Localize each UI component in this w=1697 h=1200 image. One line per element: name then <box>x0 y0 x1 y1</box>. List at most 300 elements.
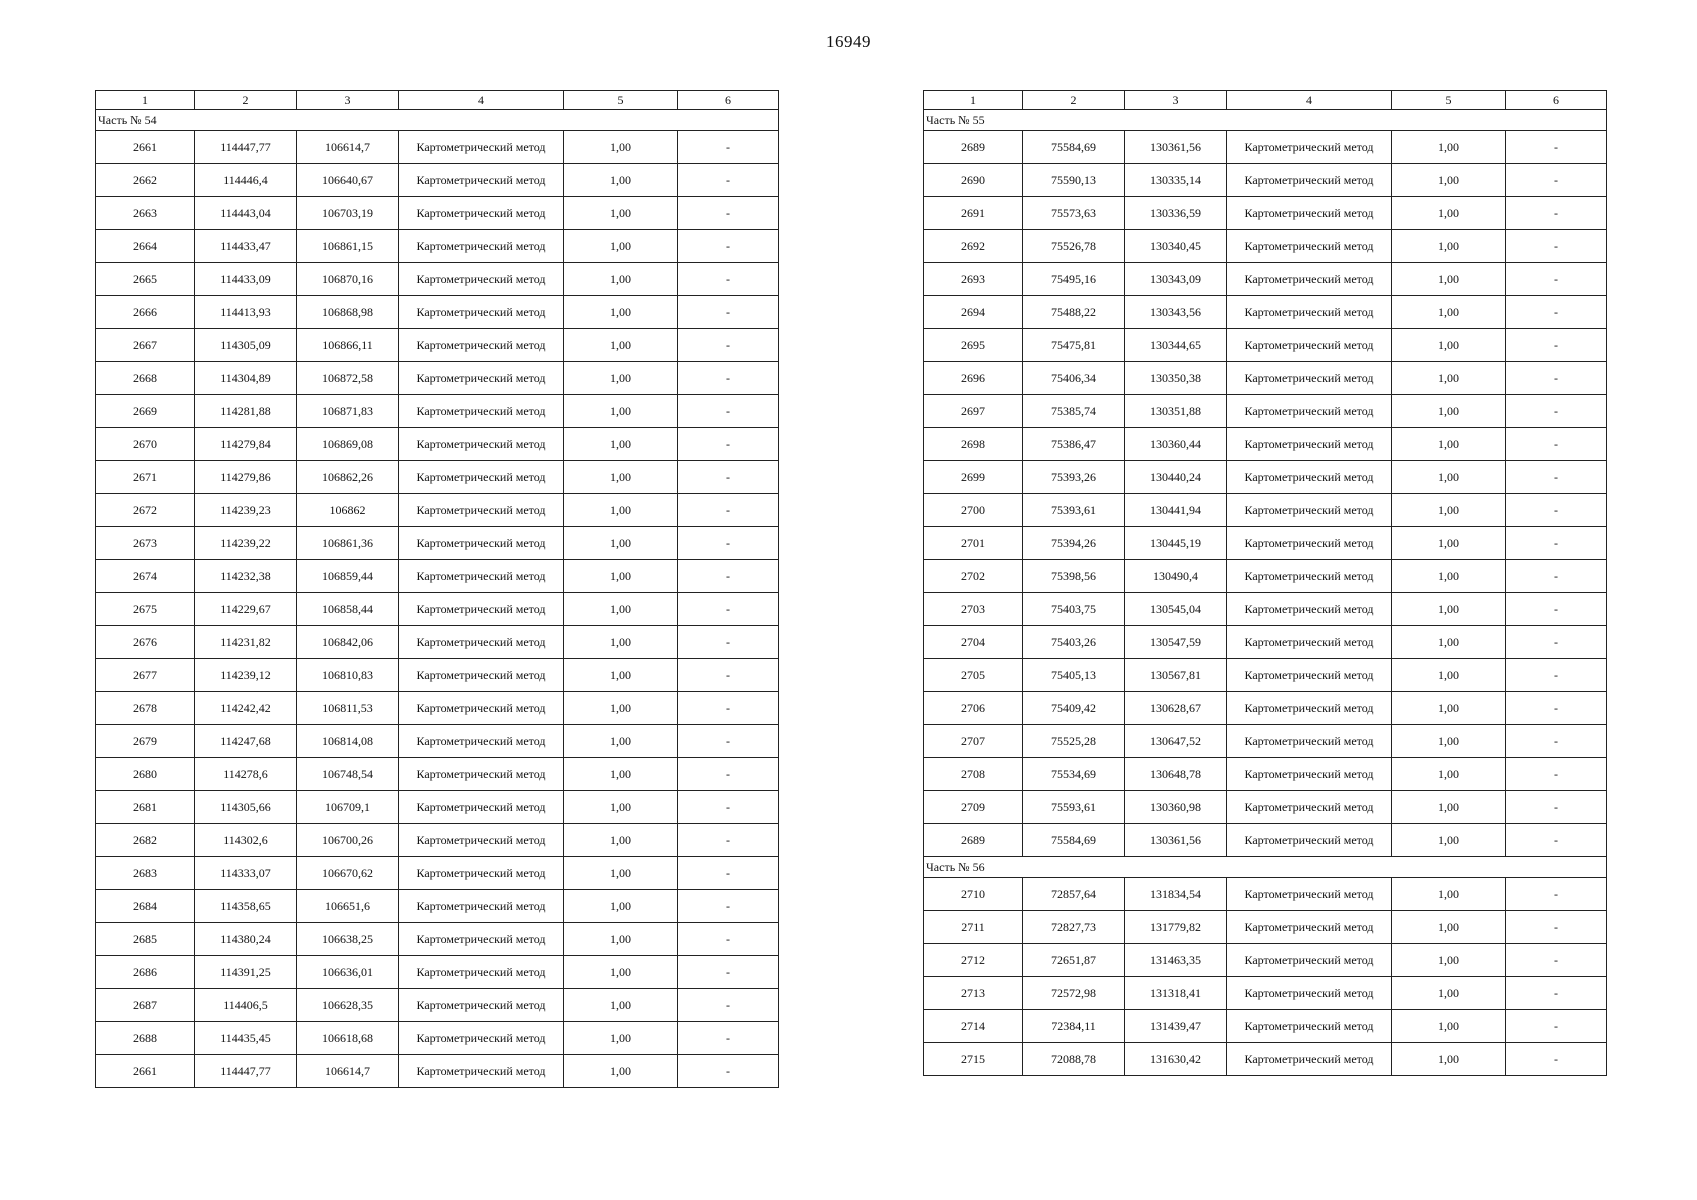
table-cell: Картометрический метод <box>1227 824 1392 857</box>
table-cell: 106861,36 <box>297 527 399 560</box>
table-row <box>924 758 1607 791</box>
table-cell: 1,00 <box>564 362 678 395</box>
table-cell: Картометрический метод <box>399 593 564 626</box>
table-cell: 106872,58 <box>297 362 399 395</box>
table-row <box>924 977 1607 1010</box>
table-cell: - <box>678 131 779 164</box>
table-cell: 2681 <box>96 791 195 824</box>
table-cell: 130343,56 <box>1125 296 1227 329</box>
table-cell: - <box>678 164 779 197</box>
table-cell: Картометрический метод <box>1227 329 1392 362</box>
table-cell: - <box>1506 395 1607 428</box>
table-cell: 1,00 <box>564 395 678 428</box>
table-cell: 106866,11 <box>297 329 399 362</box>
table-cell: 130360,44 <box>1125 428 1227 461</box>
table-cell: 2709 <box>924 791 1023 824</box>
table-row <box>96 1055 779 1088</box>
table-cell: - <box>1506 329 1607 362</box>
table-cell: 75385,74 <box>1023 395 1125 428</box>
table-row <box>924 911 1607 944</box>
table-cell: 2700 <box>924 494 1023 527</box>
table-cell: Картометрический метод <box>1227 758 1392 791</box>
table-cell: - <box>678 824 779 857</box>
table-cell: 1,00 <box>564 1022 678 1055</box>
table-body <box>96 91 779 1088</box>
table-cell: 106614,7 <box>297 1055 399 1088</box>
table-cell: 2662 <box>96 164 195 197</box>
table-cell: 2708 <box>924 758 1023 791</box>
table-cell: - <box>678 197 779 230</box>
table-cell: Картометрический метод <box>1227 230 1392 263</box>
table-cell: 130441,94 <box>1125 494 1227 527</box>
table-row <box>924 692 1607 725</box>
table-cell: 130335,14 <box>1125 164 1227 197</box>
table-cell: 106748,54 <box>297 758 399 791</box>
table-cell: 106670,62 <box>297 857 399 890</box>
table-cell: - <box>1506 197 1607 230</box>
column-header: 6 <box>678 91 779 110</box>
table-cell: 106859,44 <box>297 560 399 593</box>
table-cell: - <box>1506 527 1607 560</box>
table-cell: 72572,98 <box>1023 977 1125 1010</box>
table-cell: - <box>678 263 779 296</box>
table-body <box>924 91 1607 1076</box>
table-cell: - <box>678 791 779 824</box>
table-cell: 75525,28 <box>1023 725 1125 758</box>
table-cell: 2695 <box>924 329 1023 362</box>
table-cell: 130344,65 <box>1125 329 1227 362</box>
table-cell: - <box>1506 692 1607 725</box>
table-cell: 2712 <box>924 944 1023 977</box>
table-cell: Картометрический метод <box>1227 428 1392 461</box>
table-cell: 2702 <box>924 560 1023 593</box>
table-cell: - <box>678 989 779 1022</box>
column-header: 3 <box>297 91 399 110</box>
table-cell: 114447,77 <box>195 1055 297 1088</box>
table-cell: 106861,15 <box>297 230 399 263</box>
table-cell: 2664 <box>96 230 195 263</box>
table-cell: 114242,42 <box>195 692 297 725</box>
table-cell: 1,00 <box>1392 560 1506 593</box>
table-row <box>924 1010 1607 1043</box>
table-cell: 131779,82 <box>1125 911 1227 944</box>
table-cell: 106810,83 <box>297 659 399 692</box>
table-row <box>924 329 1607 362</box>
table-row <box>96 989 779 1022</box>
table-cell: Картометрический метод <box>399 263 564 296</box>
table-cell: 1,00 <box>1392 659 1506 692</box>
table-cell: 2692 <box>924 230 1023 263</box>
column-header: 1 <box>96 91 195 110</box>
table-cell: 75573,63 <box>1023 197 1125 230</box>
table-cell: 1,00 <box>564 659 678 692</box>
column-header-row <box>924 91 1607 110</box>
table-row <box>924 131 1607 164</box>
table-cell: 75403,75 <box>1023 593 1125 626</box>
column-header-row <box>96 91 779 110</box>
table-cell: Картометрический метод <box>399 164 564 197</box>
table-cell: 114433,47 <box>195 230 297 263</box>
table-cell: 130547,59 <box>1125 626 1227 659</box>
table-cell: - <box>1506 296 1607 329</box>
table-row <box>96 395 779 428</box>
table-cell: 114279,84 <box>195 428 297 461</box>
table-cell: 114413,93 <box>195 296 297 329</box>
table-cell: - <box>678 230 779 263</box>
table-cell: Картометрический метод <box>1227 263 1392 296</box>
table-cell: 114446,4 <box>195 164 297 197</box>
table-cell: Картометрический метод <box>399 1055 564 1088</box>
coordinates-table-left <box>95 90 779 1088</box>
table-row <box>924 461 1607 494</box>
table-cell: - <box>1506 1010 1607 1043</box>
table-cell: 1,00 <box>1392 461 1506 494</box>
table-cell: 130360,98 <box>1125 791 1227 824</box>
table-cell: - <box>1506 230 1607 263</box>
table-cell: Картометрический метод <box>399 923 564 956</box>
table-cell: 2673 <box>96 527 195 560</box>
table-row <box>924 494 1607 527</box>
table-cell: 75526,78 <box>1023 230 1125 263</box>
table-cell: 2711 <box>924 911 1023 944</box>
table-cell: 75475,81 <box>1023 329 1125 362</box>
table-cell: Картометрический метод <box>399 758 564 791</box>
table-cell: 2670 <box>96 428 195 461</box>
table-cell: 1,00 <box>1392 626 1506 659</box>
section-title: Часть № 56 <box>924 857 1607 878</box>
page-number: 16949 <box>826 32 871 51</box>
table-cell: Картометрический метод <box>399 626 564 659</box>
table-cell: Картометрический метод <box>399 956 564 989</box>
table-cell: 72651,87 <box>1023 944 1125 977</box>
table-cell: Картометрический метод <box>399 395 564 428</box>
table-cell: - <box>678 395 779 428</box>
table-cell: 1,00 <box>1392 494 1506 527</box>
table-cell: Картометрический метод <box>399 1022 564 1055</box>
table-row <box>96 626 779 659</box>
column-header: 4 <box>399 91 564 110</box>
table-cell: 72857,64 <box>1023 878 1125 911</box>
table-cell: 2715 <box>924 1043 1023 1076</box>
table-cell: 130350,38 <box>1125 362 1227 395</box>
table-cell: - <box>1506 758 1607 791</box>
table-cell: 106862 <box>297 494 399 527</box>
table-cell: - <box>1506 1043 1607 1076</box>
table-cell: 130440,24 <box>1125 461 1227 494</box>
table-cell: 1,00 <box>1392 395 1506 428</box>
table-cell: 2701 <box>924 527 1023 560</box>
table-row <box>96 131 779 164</box>
table-cell: Картометрический метод <box>1227 560 1392 593</box>
table-cell: 75584,69 <box>1023 131 1125 164</box>
table-cell: 2667 <box>96 329 195 362</box>
table-cell: 114229,67 <box>195 593 297 626</box>
table-cell: 106700,26 <box>297 824 399 857</box>
table-cell: 2665 <box>96 263 195 296</box>
table-row <box>96 824 779 857</box>
table-cell: 2678 <box>96 692 195 725</box>
table-cell: 2668 <box>96 362 195 395</box>
table-cell: 130343,09 <box>1125 263 1227 296</box>
table-cell: Картометрический метод <box>1227 296 1392 329</box>
table-cell: 1,00 <box>564 296 678 329</box>
table-cell: 130340,45 <box>1125 230 1227 263</box>
table-cell: Картометрический метод <box>1227 164 1392 197</box>
table-cell: 2684 <box>96 890 195 923</box>
table-cell: 2675 <box>96 593 195 626</box>
table-cell: 1,00 <box>1392 878 1506 911</box>
table-cell: 106638,25 <box>297 923 399 956</box>
table-cell: 106858,44 <box>297 593 399 626</box>
table-cell: 1,00 <box>1392 944 1506 977</box>
table-cell: 1,00 <box>1392 725 1506 758</box>
table-row <box>96 560 779 593</box>
table-cell: - <box>678 923 779 956</box>
table-cell: Картометрический метод <box>1227 659 1392 692</box>
table-cell: 75393,26 <box>1023 461 1125 494</box>
table-row <box>96 956 779 989</box>
table-cell: 1,00 <box>564 428 678 461</box>
table-cell: - <box>1506 362 1607 395</box>
table-cell: 1,00 <box>564 197 678 230</box>
table-cell: Картометрический метод <box>1227 131 1392 164</box>
table-cell: 1,00 <box>1392 911 1506 944</box>
table-cell: 1,00 <box>564 461 678 494</box>
table-cell: - <box>678 659 779 692</box>
table-cell: Картометрический метод <box>1227 494 1392 527</box>
table-row <box>924 428 1607 461</box>
table-row <box>924 197 1607 230</box>
table-row <box>924 593 1607 626</box>
table-cell: - <box>1506 263 1607 296</box>
table-cell: Картометрический метод <box>1227 791 1392 824</box>
table-cell: 2671 <box>96 461 195 494</box>
table-cell: - <box>1506 659 1607 692</box>
table-cell: 75398,56 <box>1023 560 1125 593</box>
section-row <box>96 110 779 131</box>
table-cell: - <box>678 890 779 923</box>
table-cell: 1,00 <box>564 164 678 197</box>
table-cell: 114433,09 <box>195 263 297 296</box>
table-cell: - <box>1506 878 1607 911</box>
column-header: 5 <box>564 91 678 110</box>
table-cell: - <box>1506 593 1607 626</box>
table-cell: Картометрический метод <box>399 131 564 164</box>
table-cell: Картометрический метод <box>399 428 564 461</box>
table-cell: 2677 <box>96 659 195 692</box>
table-cell: 1,00 <box>1392 527 1506 560</box>
table-cell: 1,00 <box>564 329 678 362</box>
table-cell: 130445,19 <box>1125 527 1227 560</box>
table-cell: Картометрический метод <box>1227 197 1392 230</box>
section-title: Часть № 54 <box>96 110 779 131</box>
table-row <box>96 164 779 197</box>
table-cell: - <box>678 593 779 626</box>
table-cell: 1,00 <box>1392 131 1506 164</box>
table-cell: Картометрический метод <box>399 197 564 230</box>
table-cell: 1,00 <box>1392 428 1506 461</box>
table-cell: Картометрический метод <box>399 461 564 494</box>
table-cell: - <box>678 725 779 758</box>
table-row <box>96 527 779 560</box>
column-header: 6 <box>1506 91 1607 110</box>
table-cell: 114281,88 <box>195 395 297 428</box>
table-cell: 2705 <box>924 659 1023 692</box>
table-row <box>96 890 779 923</box>
column-header: 3 <box>1125 91 1227 110</box>
table-cell: 106814,08 <box>297 725 399 758</box>
table-cell: 131463,35 <box>1125 944 1227 977</box>
table-row <box>96 494 779 527</box>
table-cell: Картометрический метод <box>399 296 564 329</box>
column-header: 1 <box>924 91 1023 110</box>
table-cell: - <box>678 857 779 890</box>
table-cell: 75393,61 <box>1023 494 1125 527</box>
table-cell: 1,00 <box>1392 164 1506 197</box>
table-row <box>96 263 779 296</box>
table-cell: 1,00 <box>564 593 678 626</box>
table-cell: 75394,26 <box>1023 527 1125 560</box>
table-cell: 75405,13 <box>1023 659 1125 692</box>
table-cell: 1,00 <box>1392 362 1506 395</box>
table-cell: 2688 <box>96 1022 195 1055</box>
coordinates-table-right <box>923 90 1607 1076</box>
table-row <box>96 857 779 890</box>
table-cell: Картометрический метод <box>399 329 564 362</box>
table-row <box>96 197 779 230</box>
table-cell: Картометрический метод <box>399 791 564 824</box>
table-cell: 1,00 <box>1392 296 1506 329</box>
table-cell: 114333,07 <box>195 857 297 890</box>
table-cell: 1,00 <box>564 263 678 296</box>
table-cell: 1,00 <box>1392 791 1506 824</box>
table-cell: 114305,66 <box>195 791 297 824</box>
table-cell: 114391,25 <box>195 956 297 989</box>
table-cell: 106869,08 <box>297 428 399 461</box>
table-cell: 1,00 <box>564 890 678 923</box>
table-cell: 2669 <box>96 395 195 428</box>
table-cell: 106636,01 <box>297 956 399 989</box>
table-cell: 2680 <box>96 758 195 791</box>
table-cell: 72384,11 <box>1023 1010 1125 1043</box>
section-row <box>924 110 1607 131</box>
table-cell: 106628,35 <box>297 989 399 1022</box>
table-cell: 2683 <box>96 857 195 890</box>
table-cell: - <box>678 692 779 725</box>
table-cell: - <box>678 1055 779 1088</box>
table-cell: 2685 <box>96 923 195 956</box>
table-row <box>924 395 1607 428</box>
table-cell: Картометрический метод <box>399 692 564 725</box>
table-cell: 130567,81 <box>1125 659 1227 692</box>
table-row <box>924 824 1607 857</box>
table-cell: 130351,88 <box>1125 395 1227 428</box>
table-cell: Картометрический метод <box>1227 626 1392 659</box>
table-cell: Картометрический метод <box>1227 1043 1392 1076</box>
table-cell: 2698 <box>924 428 1023 461</box>
table-cell: - <box>1506 977 1607 1010</box>
table-cell: 2690 <box>924 164 1023 197</box>
table-cell: 2687 <box>96 989 195 1022</box>
table-cell: - <box>678 428 779 461</box>
table-cell: 114447,77 <box>195 131 297 164</box>
table-cell: 114239,12 <box>195 659 297 692</box>
table-row <box>96 725 779 758</box>
table-cell: - <box>1506 131 1607 164</box>
table-cell: - <box>1506 560 1607 593</box>
table-cell: 2666 <box>96 296 195 329</box>
table-cell: Картометрический метод <box>399 824 564 857</box>
table-cell: 1,00 <box>1392 1043 1506 1076</box>
table-cell: 106871,83 <box>297 395 399 428</box>
table-cell: - <box>1506 626 1607 659</box>
table-row <box>96 593 779 626</box>
table-row <box>924 626 1607 659</box>
table-cell: 2696 <box>924 362 1023 395</box>
table-cell: 130361,56 <box>1125 131 1227 164</box>
section-title: Часть № 55 <box>924 110 1607 131</box>
table-cell: - <box>678 1022 779 1055</box>
table-cell: 114279,86 <box>195 461 297 494</box>
table-cell: 106868,98 <box>297 296 399 329</box>
table-cell: 2714 <box>924 1010 1023 1043</box>
table-cell: 106709,1 <box>297 791 399 824</box>
table-cell: 1,00 <box>564 560 678 593</box>
table-cell: 1,00 <box>564 230 678 263</box>
table-cell: 106811,53 <box>297 692 399 725</box>
table-cell: - <box>678 956 779 989</box>
table-cell: Картометрический метод <box>1227 977 1392 1010</box>
table-cell: Картометрический метод <box>1227 725 1392 758</box>
table-cell: 114239,23 <box>195 494 297 527</box>
table-cell: Картометрический метод <box>1227 1010 1392 1043</box>
table-cell: Картометрический метод <box>399 362 564 395</box>
table-cell: Картометрический метод <box>1227 878 1392 911</box>
table-cell: - <box>1506 824 1607 857</box>
table-cell: 75584,69 <box>1023 824 1125 857</box>
table-cell: Картометрический метод <box>399 890 564 923</box>
table-row <box>96 659 779 692</box>
table-cell: 114247,68 <box>195 725 297 758</box>
table-cell: 130647,52 <box>1125 725 1227 758</box>
table-cell: 106618,68 <box>297 1022 399 1055</box>
table-cell: 2679 <box>96 725 195 758</box>
table-cell: Картометрический метод <box>1227 461 1392 494</box>
table-cell: 2697 <box>924 395 1023 428</box>
table-cell: Картометрический метод <box>399 659 564 692</box>
table-row <box>924 263 1607 296</box>
table-cell: 114435,45 <box>195 1022 297 1055</box>
table-cell: - <box>678 626 779 659</box>
table-cell: 2663 <box>96 197 195 230</box>
table-cell: 1,00 <box>1392 329 1506 362</box>
table-cell: 1,00 <box>564 626 678 659</box>
table-row <box>924 878 1607 911</box>
table-row <box>96 428 779 461</box>
table-cell: 75593,61 <box>1023 791 1125 824</box>
table-cell: - <box>1506 791 1607 824</box>
table-cell: 130648,78 <box>1125 758 1227 791</box>
table-cell: - <box>678 494 779 527</box>
table-cell: 130628,67 <box>1125 692 1227 725</box>
table-cell: 1,00 <box>1392 758 1506 791</box>
table-cell: - <box>678 461 779 494</box>
table-cell: Картометрический метод <box>1227 911 1392 944</box>
column-header: 5 <box>1392 91 1506 110</box>
table-cell: Картометрический метод <box>399 989 564 1022</box>
table-cell: 130361,56 <box>1125 824 1227 857</box>
column-header: 4 <box>1227 91 1392 110</box>
